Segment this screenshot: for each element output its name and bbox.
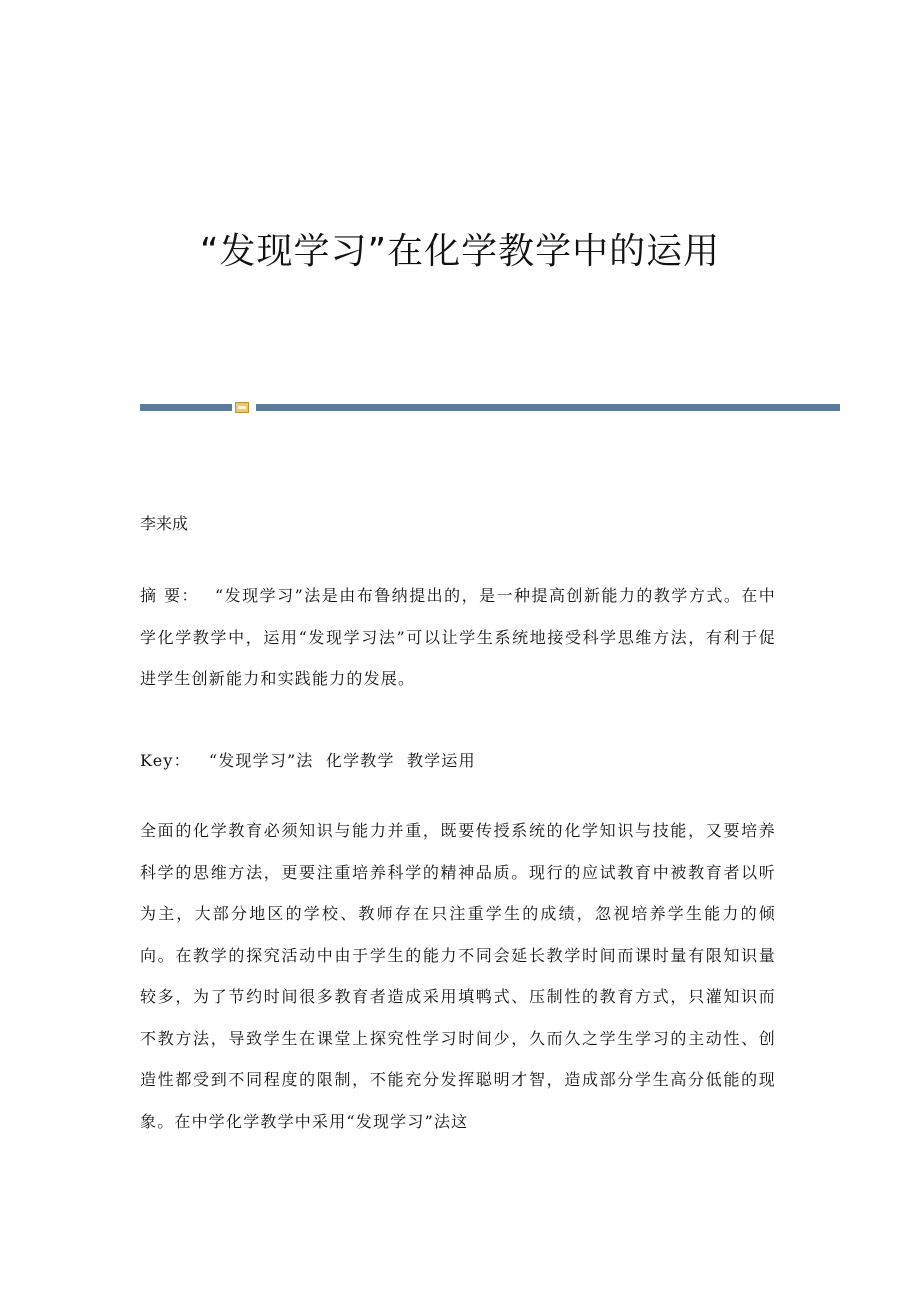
body-paragraph: 全面的化学教育必须知识与能力并重，既要传授系统的化学知识与技能，又要培养科学的思维方法，更要注重培养科学的精神品质。现行的应试教育中被教育者以听为主，大部分地区的学校、教师存在只注重学生的成绩，忽视培养学生能力的倾向。在教学的探究活动中由于学生的能力不同会延长教学时间而课时量有限知识量较多，为了节约时间很多教育者造成采用填鸭式、压制性的教育方式，只灌知识而不教方法，导致学生在课堂上探究性学习时间少，久而久之学生学习的主动性、创造性都受到不同程度的限制，不能充分发挥聪明才智，造成部分学生高分低能的现象。在中学化学教学中采用“发现学习”法这 [140,821,776,1131]
keyword-item: 化学教学 [325,751,395,770]
title-divider [140,402,840,412]
keyword-item: “发现学习”法 [208,751,314,770]
divider-bar-left [140,404,232,411]
keywords-label: Key： [140,751,191,770]
page-title: “发现学习”在化学教学中的运用 [199,231,721,272]
keywords-line [140,740,776,782]
abstract-label: 摘 要： [140,586,200,605]
divider-bar-right [256,404,840,411]
divider-emblem-icon [235,402,249,413]
author-name: 李来成 [140,514,189,533]
abstract-paragraph [140,575,776,700]
keyword-item: 教学运用 [407,751,476,770]
abstract-text: “发现学习”法是由布鲁纳提出的，是一种提高创新能力的教学方式。在中学化学教学中，运用“发现学习法”可以让学生系统地接受科学思维方法，有利于促进学生创新能力和实践能力的发展。 [140,586,776,688]
